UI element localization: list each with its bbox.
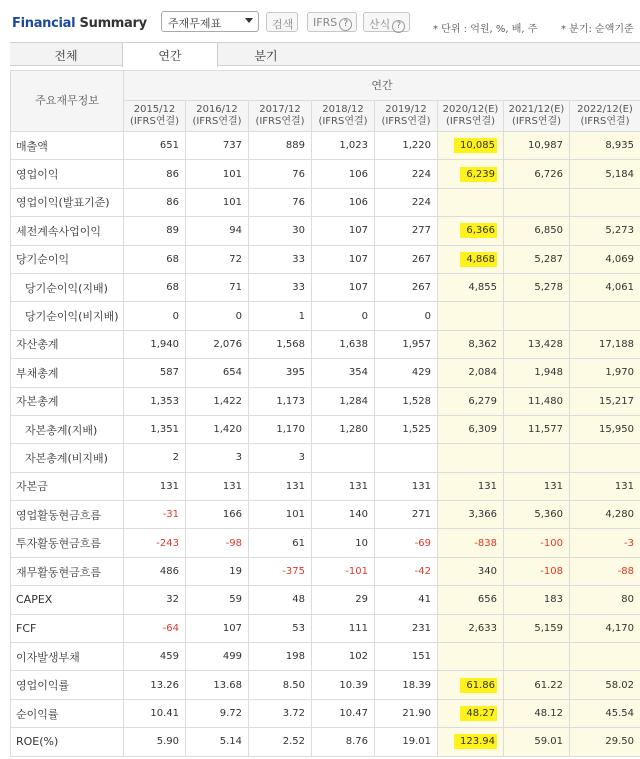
column-header xyxy=(124,101,186,132)
table-cell: 5,287 xyxy=(504,245,570,273)
table-cell: 13.68 xyxy=(186,671,249,699)
column-basis: (IFRS연결) xyxy=(580,116,630,127)
table-cell: 5,273 xyxy=(570,217,640,245)
table-cell: -101 xyxy=(312,557,375,585)
table-cell: 45.54 xyxy=(570,699,640,727)
formula-label: 산식 xyxy=(369,18,391,31)
table-cell xyxy=(570,188,640,216)
column-period: 2022/12(E) xyxy=(577,104,633,115)
table-cell: -42 xyxy=(375,557,438,585)
table-cell: 19 xyxy=(186,557,249,585)
table-cell xyxy=(570,643,640,671)
column-period: 2018/12 xyxy=(322,104,364,115)
table-cell: -243 xyxy=(124,529,186,557)
table-cell: 2,633 xyxy=(438,614,504,642)
table-cell: 224 xyxy=(375,160,438,188)
table-cell xyxy=(438,699,504,727)
table-cell xyxy=(438,217,504,245)
column-basis: (IFRS연결) xyxy=(445,116,496,127)
table-row xyxy=(11,273,640,301)
table-cell: 18.39 xyxy=(375,671,438,699)
search-button[interactable] xyxy=(266,12,298,32)
page-title xyxy=(12,16,147,31)
table-cell xyxy=(438,728,504,756)
table-cell: 131 xyxy=(186,472,249,500)
row-label: FCF xyxy=(11,614,124,642)
table-cell: 4,855 xyxy=(438,273,504,301)
row-label: 매출액 xyxy=(11,132,124,160)
table-cell: -838 xyxy=(438,529,504,557)
table-row xyxy=(11,415,640,443)
table-cell: 231 xyxy=(375,614,438,642)
period-note: * 분기: 순액기준 xyxy=(561,24,634,35)
table-cell: 59 xyxy=(186,586,249,614)
table-cell: 1,280 xyxy=(312,415,375,443)
table-cell: -3 xyxy=(570,529,640,557)
formula-help-button[interactable] xyxy=(363,12,410,32)
table-cell: 4,069 xyxy=(570,245,640,273)
table-cell: 656 xyxy=(438,586,504,614)
row-label: 자본총계(비지배) xyxy=(11,444,124,472)
table-row xyxy=(11,387,640,415)
table-cell xyxy=(438,302,504,330)
table-cell: 5,278 xyxy=(504,273,570,301)
table-cell: 1,525 xyxy=(375,415,438,443)
period-tabs xyxy=(10,42,640,66)
table-cell: 2,076 xyxy=(186,330,249,358)
table-cell: 48 xyxy=(249,586,312,614)
table-row xyxy=(11,160,640,188)
table-cell: 0 xyxy=(186,302,249,330)
row-label: 부채총계 xyxy=(11,359,124,387)
table-cell: 131 xyxy=(124,472,186,500)
chevron-down-icon xyxy=(245,18,253,23)
highlighted-value: 6,366 xyxy=(460,223,497,238)
table-cell: 71 xyxy=(186,273,249,301)
table-cell: 4,280 xyxy=(570,501,640,529)
table-cell: 10.41 xyxy=(124,699,186,727)
table-cell: 183 xyxy=(504,586,570,614)
row-label: 당기순이익 xyxy=(11,245,124,273)
ifrs-label: IFRS xyxy=(313,16,338,29)
table-cell: 19.01 xyxy=(375,728,438,756)
highlighted-value: 48.27 xyxy=(460,706,497,721)
table-cell: 8,935 xyxy=(570,132,640,160)
table-cell: 151 xyxy=(375,643,438,671)
table-cell: -69 xyxy=(375,529,438,557)
column-header xyxy=(375,101,438,132)
table-cell: 32 xyxy=(124,586,186,614)
table-cell: 17,188 xyxy=(570,330,640,358)
table-cell: 102 xyxy=(312,643,375,671)
table-cell: 8.50 xyxy=(249,671,312,699)
table-cell xyxy=(438,132,504,160)
highlighted-value: 61.86 xyxy=(460,678,497,693)
table-row xyxy=(11,614,640,642)
table-cell: 1,940 xyxy=(124,330,186,358)
table-cell: -31 xyxy=(124,501,186,529)
table-cell: 59.01 xyxy=(504,728,570,756)
table-cell: 106 xyxy=(312,188,375,216)
row-label: 이자발생부채 xyxy=(11,643,124,671)
table-cell: 1,023 xyxy=(312,132,375,160)
table-cell: -88 xyxy=(570,557,640,585)
row-label: 영업이익(발표기준) xyxy=(11,188,124,216)
table-cell: 2.52 xyxy=(249,728,312,756)
table-row xyxy=(11,728,640,756)
table-cell: 94 xyxy=(186,217,249,245)
column-period: 2016/12 xyxy=(196,104,238,115)
row-label: 영업이익 xyxy=(11,160,124,188)
row-header: 주요재무정보 xyxy=(11,71,124,132)
table-cell: 8,362 xyxy=(438,330,504,358)
ifrs-help-button[interactable] xyxy=(307,12,357,32)
table-cell: 131 xyxy=(249,472,312,500)
table-row xyxy=(11,699,640,727)
title-part1: Financial xyxy=(12,16,76,31)
highlighted-value: 4,868 xyxy=(460,252,497,267)
table-cell: 13.26 xyxy=(124,671,186,699)
table-row xyxy=(11,643,640,671)
table-row xyxy=(11,188,640,216)
table-cell: 3 xyxy=(249,444,312,472)
table-cell: -108 xyxy=(504,557,570,585)
table-cell: 654 xyxy=(186,359,249,387)
row-label: 당기순이익(비지배) xyxy=(11,302,124,330)
table-cell: 101 xyxy=(249,501,312,529)
financial-summary-table xyxy=(10,70,640,757)
tab-quarterly[interactable]: 분기 xyxy=(254,49,278,63)
table-row xyxy=(11,132,640,160)
table-cell: 76 xyxy=(249,160,312,188)
table-cell: 131 xyxy=(570,472,640,500)
table-row xyxy=(11,529,640,557)
row-label: 재무활동현금흐름 xyxy=(11,557,124,585)
table-cell xyxy=(312,444,375,472)
table-cell: 13,428 xyxy=(504,330,570,358)
tab-all[interactable]: 전체 xyxy=(54,49,78,63)
row-label: 자본총계(지배) xyxy=(11,415,124,443)
table-cell: 86 xyxy=(124,188,186,216)
table-cell xyxy=(504,188,570,216)
table-cell: 267 xyxy=(375,245,438,273)
table-row xyxy=(11,501,640,529)
table-cell: 1 xyxy=(249,302,312,330)
table-cell: 395 xyxy=(249,359,312,387)
table-cell: 2,084 xyxy=(438,359,504,387)
table-cell: 72 xyxy=(186,245,249,273)
column-period: 2021/12(E) xyxy=(508,104,565,115)
table-cell: 15,217 xyxy=(570,387,640,415)
table-cell: 29 xyxy=(312,586,375,614)
table-cell: 3.72 xyxy=(249,699,312,727)
column-header xyxy=(570,101,640,132)
table-cell: 101 xyxy=(186,188,249,216)
table-cell xyxy=(438,643,504,671)
table-cell: 80 xyxy=(570,586,640,614)
report-type-value: 주재무제표 xyxy=(168,17,222,30)
table-cell: 48.12 xyxy=(504,699,570,727)
table-cell: 277 xyxy=(375,217,438,245)
table-cell: 5,360 xyxy=(504,501,570,529)
table-cell: 267 xyxy=(375,273,438,301)
table-cell: 1,422 xyxy=(186,387,249,415)
table-row xyxy=(11,302,640,330)
table-cell: 4,061 xyxy=(570,273,640,301)
table-cell: 3,366 xyxy=(438,501,504,529)
table-cell: 889 xyxy=(249,132,312,160)
row-label: 영업이익률 xyxy=(11,671,124,699)
table-cell: 1,568 xyxy=(249,330,312,358)
table-cell: 140 xyxy=(312,501,375,529)
table-cell: 131 xyxy=(312,472,375,500)
table-cell xyxy=(438,444,504,472)
table-cell: 5,184 xyxy=(570,160,640,188)
tab-annual[interactable]: 연간 xyxy=(122,43,218,67)
column-period: 2015/12 xyxy=(133,104,176,115)
table-cell: 11,577 xyxy=(504,415,570,443)
table-cell: 1,957 xyxy=(375,330,438,358)
table-row xyxy=(11,472,640,500)
table-cell: 1,170 xyxy=(249,415,312,443)
table-cell: 5.90 xyxy=(124,728,186,756)
table-cell: 6,309 xyxy=(438,415,504,443)
table-cell: 101 xyxy=(186,160,249,188)
table-cell: 0 xyxy=(312,302,375,330)
table-cell: 15,950 xyxy=(570,415,640,443)
column-basis: (IFRS연결) xyxy=(318,116,368,127)
table-cell: -98 xyxy=(186,529,249,557)
unit-note: * 단위 : 억원, %, 배, 주 xyxy=(433,24,538,35)
table-cell: 1,528 xyxy=(375,387,438,415)
table-row xyxy=(11,586,640,614)
row-label: 영업활동현금흐름 xyxy=(11,501,124,529)
table-cell: 4,170 xyxy=(570,614,640,642)
row-label: ROE(%) xyxy=(11,728,124,756)
row-label: 순이익률 xyxy=(11,699,124,727)
table-cell: 58.02 xyxy=(570,671,640,699)
table-cell xyxy=(570,302,640,330)
table-cell: 499 xyxy=(186,643,249,671)
table-cell: 6,850 xyxy=(504,217,570,245)
column-basis: (IFRS연결) xyxy=(192,116,242,127)
table-cell: 61.22 xyxy=(504,671,570,699)
column-period: 2017/12 xyxy=(259,104,301,115)
table-row xyxy=(11,671,640,699)
table-cell: 106 xyxy=(312,160,375,188)
table-cell: 33 xyxy=(249,273,312,301)
table-cell: 5.14 xyxy=(186,728,249,756)
table-cell: -100 xyxy=(504,529,570,557)
table-cell: 86 xyxy=(124,160,186,188)
table-cell: 587 xyxy=(124,359,186,387)
title-part2: Summary xyxy=(79,16,147,31)
table-row xyxy=(11,217,640,245)
table-cell xyxy=(504,643,570,671)
table-cell: 0 xyxy=(124,302,186,330)
table-cell xyxy=(438,160,504,188)
table-cell: 271 xyxy=(375,501,438,529)
table-cell: 107 xyxy=(186,614,249,642)
row-label: 세전계속사업이익 xyxy=(11,217,124,245)
row-label: 투자활동현금흐름 xyxy=(11,529,124,557)
table-cell: 198 xyxy=(249,643,312,671)
table-row xyxy=(11,444,640,472)
table-cell: 224 xyxy=(375,188,438,216)
search-button-label: 검색 xyxy=(272,18,294,31)
table-cell: 107 xyxy=(312,217,375,245)
column-header xyxy=(249,101,312,132)
row-label: 자본총계 xyxy=(11,387,124,415)
table-cell xyxy=(504,302,570,330)
table-cell: 0 xyxy=(375,302,438,330)
table-cell: 89 xyxy=(124,217,186,245)
table-cell: 459 xyxy=(124,643,186,671)
table-cell: 33 xyxy=(249,245,312,273)
table-row xyxy=(11,245,640,273)
table-cell: 131 xyxy=(375,472,438,500)
table-cell xyxy=(438,188,504,216)
table-cell: -64 xyxy=(124,614,186,642)
report-type-select[interactable] xyxy=(161,11,259,32)
table-cell: 166 xyxy=(186,501,249,529)
table-cell: 1,351 xyxy=(124,415,186,443)
table-cell: 29.50 xyxy=(570,728,640,756)
column-header xyxy=(504,101,570,132)
column-header xyxy=(438,101,504,132)
table-cell: 10,987 xyxy=(504,132,570,160)
table-cell: 107 xyxy=(312,273,375,301)
group-header: 연간 xyxy=(124,71,640,101)
table-cell: 3 xyxy=(186,444,249,472)
table-cell: 2 xyxy=(124,444,186,472)
table-cell xyxy=(375,444,438,472)
table-cell: 651 xyxy=(124,132,186,160)
table-cell: 131 xyxy=(504,472,570,500)
question-icon: ? xyxy=(392,20,405,33)
table-cell: 76 xyxy=(249,188,312,216)
table-row xyxy=(11,557,640,585)
table-cell: 1,970 xyxy=(570,359,640,387)
table-cell: 1,948 xyxy=(504,359,570,387)
table-cell: 9.72 xyxy=(186,699,249,727)
column-header xyxy=(312,101,375,132)
table-cell: 30 xyxy=(249,217,312,245)
table-cell: 5,159 xyxy=(504,614,570,642)
table-cell: 1,284 xyxy=(312,387,375,415)
table-cell: 131 xyxy=(438,472,504,500)
table-cell: 111 xyxy=(312,614,375,642)
row-label: 당기순이익(지배) xyxy=(11,273,124,301)
table-cell xyxy=(504,444,570,472)
table-cell: 1,638 xyxy=(312,330,375,358)
table-cell: 68 xyxy=(124,245,186,273)
table-cell: 53 xyxy=(249,614,312,642)
table-cell: 11,480 xyxy=(504,387,570,415)
table-cell: 340 xyxy=(438,557,504,585)
table-cell: 10 xyxy=(312,529,375,557)
column-basis: (IFRS연결) xyxy=(129,116,180,127)
table-cell: 107 xyxy=(312,245,375,273)
table-cell: 8.76 xyxy=(312,728,375,756)
row-label: 자본금 xyxy=(11,472,124,500)
row-label: CAPEX xyxy=(11,586,124,614)
table-cell: 6,726 xyxy=(504,160,570,188)
table-row xyxy=(11,359,640,387)
column-period: 2019/12 xyxy=(385,104,427,115)
table-row xyxy=(11,330,640,358)
column-period: 2020/12(E) xyxy=(442,104,499,115)
table-cell xyxy=(438,245,504,273)
table-cell: 41 xyxy=(375,586,438,614)
table-cell: 354 xyxy=(312,359,375,387)
row-label: 자산총계 xyxy=(11,330,124,358)
highlighted-value: 123.94 xyxy=(454,734,497,749)
column-basis: (IFRS연결) xyxy=(511,116,562,127)
table-cell: -375 xyxy=(249,557,312,585)
column-basis: (IFRS연결) xyxy=(255,116,305,127)
table-cell: 10.39 xyxy=(312,671,375,699)
table-cell: 61 xyxy=(249,529,312,557)
table-cell: 1,353 xyxy=(124,387,186,415)
column-header xyxy=(186,101,249,132)
table-cell: 1,420 xyxy=(186,415,249,443)
table-cell xyxy=(570,444,640,472)
table-cell: 10.47 xyxy=(312,699,375,727)
table-cell: 6,279 xyxy=(438,387,504,415)
top-bar xyxy=(0,0,640,42)
table-cell: 429 xyxy=(375,359,438,387)
table-cell xyxy=(438,671,504,699)
table-cell: 68 xyxy=(124,273,186,301)
table-cell: 1,173 xyxy=(249,387,312,415)
highlighted-value: 6,239 xyxy=(460,167,497,182)
question-icon: ? xyxy=(339,18,352,31)
table-cell: 1,220 xyxy=(375,132,438,160)
table-cell: 737 xyxy=(186,132,249,160)
highlighted-value: 10,085 xyxy=(454,138,497,153)
table-cell: 21.90 xyxy=(375,699,438,727)
table-cell: 486 xyxy=(124,557,186,585)
column-basis: (IFRS연결) xyxy=(381,116,431,127)
